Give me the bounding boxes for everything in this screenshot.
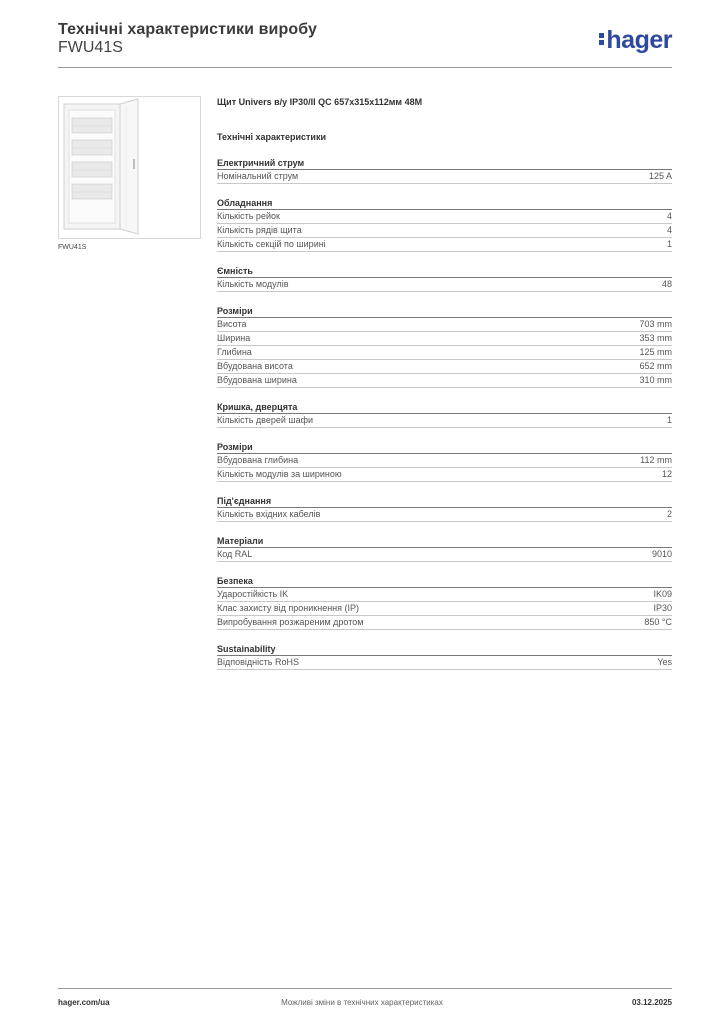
product-code: FWU41S: [58, 39, 123, 56]
spec-row: [217, 224, 672, 238]
spec-sections: [217, 156, 672, 670]
spec-row: [217, 332, 672, 346]
spec-label: Вбудована ширина: [217, 375, 297, 385]
spec-value: IK09: [653, 589, 672, 599]
spec-section: [217, 642, 672, 670]
page-title: Технічні характеристики виробу: [58, 21, 317, 38]
spec-row: [217, 508, 672, 522]
spec-row: [217, 616, 672, 630]
spec-section: [217, 196, 672, 252]
spec-value: 652 mm: [639, 361, 672, 371]
spec-label: Код RAL: [217, 549, 253, 559]
spec-value: 703 mm: [639, 319, 672, 329]
spec-content: [217, 95, 672, 670]
spec-section: [217, 494, 672, 522]
spec-value: 310 mm: [639, 375, 672, 385]
spec-row: [217, 210, 672, 224]
section-heading: Розміри: [217, 304, 672, 318]
section-heading: Кришка, дверцята: [217, 400, 672, 414]
spec-value: Yes: [657, 657, 672, 667]
spec-section: [217, 400, 672, 428]
spec-label: Вбудована висота: [217, 361, 293, 371]
spec-row: [217, 414, 672, 428]
section-heading: Sustainability: [217, 642, 672, 656]
spec-label: Кількість вхідних кабелів: [217, 509, 321, 519]
spec-value: 112 mm: [640, 455, 672, 465]
spec-label: Вбудована глибина: [217, 455, 299, 465]
spec-value: 850 °C: [644, 617, 672, 627]
spec-value: 12: [661, 469, 672, 479]
product-name: Щит Univers в/у IP30/II QC 657x315x112мм 48M: [217, 97, 423, 107]
distribution-board-icon: [59, 97, 200, 238]
footer-website-link[interactable]: hager.com/ua: [58, 998, 110, 1007]
image-caption: FWU41S: [58, 244, 87, 251]
spec-row: [217, 656, 672, 670]
logo-dots-icon: [599, 31, 604, 47]
spec-section: [217, 574, 672, 630]
spec-label: Номінальний струм: [217, 171, 299, 181]
spec-row: [217, 602, 672, 616]
spec-label: Клас захисту від проникнення (IP): [217, 603, 360, 613]
spec-label: Кількість дверей шафи: [217, 415, 314, 425]
spec-value: 2: [666, 509, 672, 519]
spec-row: [217, 374, 672, 388]
header-divider: [58, 67, 672, 68]
spec-label: Ширина: [217, 333, 251, 343]
spec-value: 125 mm: [639, 347, 672, 357]
spec-value: IP30: [653, 603, 672, 613]
spec-row: [217, 278, 672, 292]
section-heading: Обладнання: [217, 196, 672, 210]
spec-label: Випробування розжареним дротом: [217, 617, 364, 627]
spec-value: 4: [666, 225, 672, 235]
spec-label: Кількість рядів щита: [217, 225, 302, 235]
spec-label: Кількість модулів: [217, 279, 289, 289]
spec-row: [217, 548, 672, 562]
spec-section: [217, 264, 672, 292]
spec-section: [217, 156, 672, 184]
spec-value: 1: [666, 415, 672, 425]
spec-row: [217, 346, 672, 360]
hager-logo[interactable]: [599, 26, 672, 55]
footer-disclaimer: Можливі зміни в технічних характеристиках: [281, 998, 443, 1007]
section-heading: Ємність: [217, 264, 672, 278]
spec-label: Кількість секцій по ширині: [217, 239, 326, 249]
specs-title: Технічні характеристики: [217, 132, 326, 142]
spec-label: Ударостійкість IK: [217, 589, 289, 599]
spec-row: [217, 170, 672, 184]
spec-section: [217, 534, 672, 562]
logo-text: hager: [606, 26, 672, 54]
product-image: [58, 96, 201, 239]
section-heading: Розміри: [217, 440, 672, 454]
section-heading: Електричний струм: [217, 156, 672, 170]
spec-section: [217, 304, 672, 388]
section-heading: Під'єднання: [217, 494, 672, 508]
footer-date: 03.12.2025: [631, 998, 672, 1007]
spec-row: [217, 588, 672, 602]
spec-value: 125 A: [648, 171, 672, 181]
spec-label: Кількість рейок: [217, 211, 280, 221]
spec-label: Відповідність RoHS: [217, 657, 299, 667]
spec-label: Висота: [217, 319, 247, 329]
spec-row: [217, 238, 672, 252]
section-heading: Безпека: [217, 574, 672, 588]
spec-label: Кількість модулів за шириною: [217, 469, 342, 479]
footer-divider: [58, 988, 672, 989]
spec-value: 9010: [651, 549, 672, 559]
spec-value: 353 mm: [639, 333, 672, 343]
spec-row: [217, 318, 672, 332]
spec-row: [217, 360, 672, 374]
spec-value: 1: [666, 239, 672, 249]
section-heading: Матеріали: [217, 534, 672, 548]
spec-row: [217, 468, 672, 482]
spec-row: [217, 454, 672, 468]
spec-value: 4: [666, 211, 672, 221]
spec-section: [217, 440, 672, 482]
spec-label: Глибина: [217, 347, 252, 357]
spec-value: 48: [661, 279, 672, 289]
